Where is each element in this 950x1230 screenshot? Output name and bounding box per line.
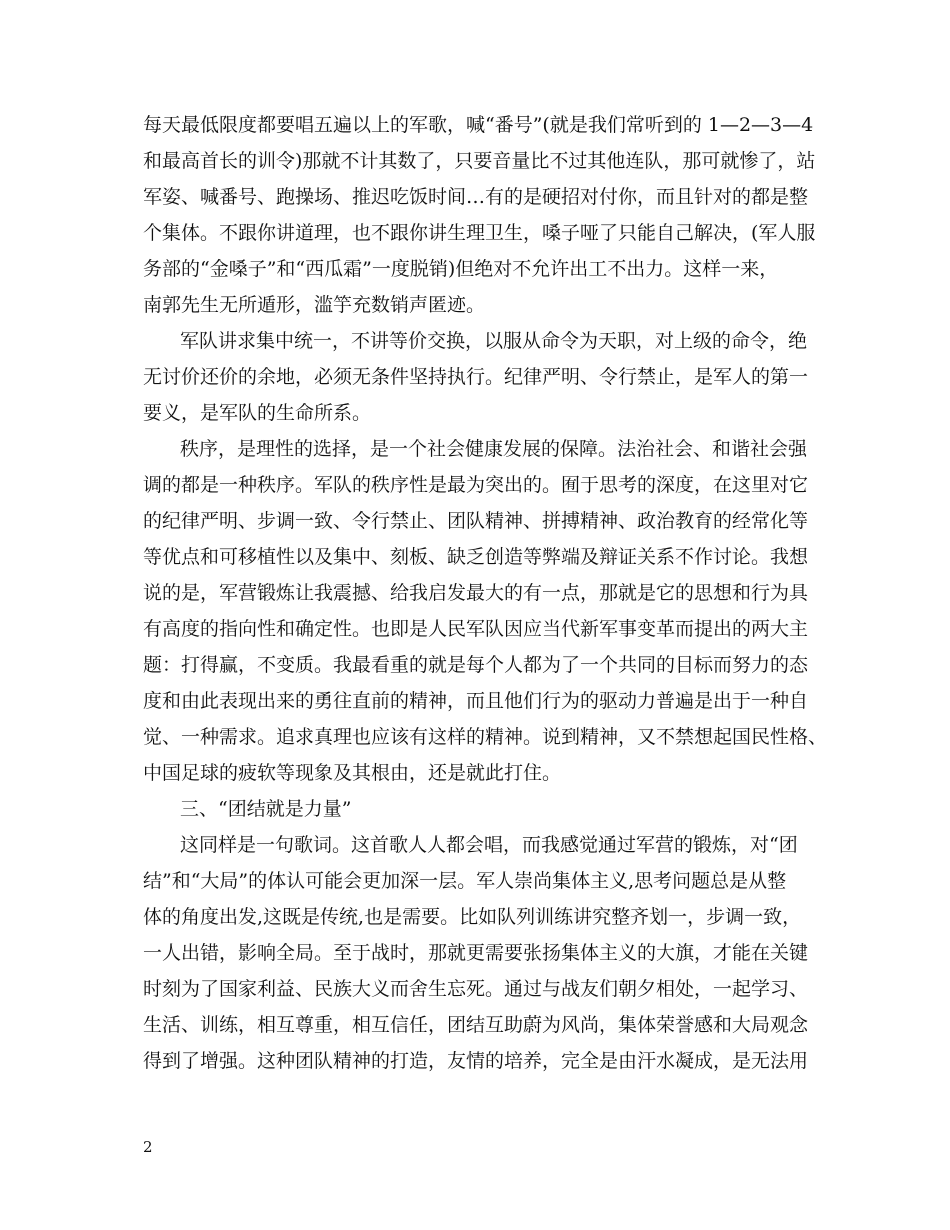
text-line: 的纪律严明、步调一致、令行禁止、团队精神、拼搏精神、政治教育的经常化等: [143, 510, 809, 532]
section-heading: 三、“团结就是力量”: [180, 798, 352, 820]
text-line: 时刻为了国家利益、民族大义而舍生忘死。通过与战友们朝夕相处，一起学习、: [143, 978, 809, 1000]
text-line: 体的角度出发,这既是传统,也是需要。比如队列训练讲究整齐划一，步调一致，: [143, 906, 802, 928]
text-line: 调的都是一种秩序。军队的秩序性是最为突出的。囿于思考的深度，在这里对它: [143, 474, 809, 496]
paragraph-first-line: 军队讲求集中统一，不讲等价交换，以服从命令为天职，对上级的命令，绝: [180, 330, 808, 352]
text-line: 有高度的指向性和确定性。也即是人民军队因应当代新军事变革而提出的两大主: [143, 618, 809, 640]
paragraph-first-line: 这同样是一句歌词。这首歌人人都会唱，而我感觉通过军营的锻炼，对“团: [180, 834, 798, 856]
text-line: 觉、一种需求。追求真理也应该有这样的精神。说到精神，又不禁想起国民性格、: [143, 726, 828, 748]
text-line: 一人出错，影响全局。至于战时，那就更需要张扬集体主义的大旗，才能在关键: [143, 942, 809, 964]
text-line: 军姿、喊番号、跑操场、推迟吃饭时间…有的是硬招对付你，而且针对的都是整: [143, 186, 809, 208]
paragraph-first-line: 秩序，是理性的选择，是一个社会健康发展的保障。法治社会、和谐社会强: [180, 438, 808, 460]
text-line: 结”和“大局”的体认可能会更加深一层。军人崇尚集体主义,思考问题总是从整: [143, 870, 787, 892]
text-line: 无讨价还价的余地，必须无条件坚持执行。纪律严明、令行禁止，是军人的第一: [143, 366, 809, 388]
text-line: 个集体。不跟你讲道理，也不跟你讲生理卫生，嗓子哑了只能自己解决，(军人服: [143, 222, 816, 244]
text-line: 每天最低限度都要唱五遍以上的军歌，喊“番号”(就是我们常听到的 1—2—3—4: [143, 114, 814, 136]
text-line: 说的是，军营锻炼让我震撼、给我启发最大的有一点，那就是它的思想和行为具: [143, 582, 809, 604]
page-number: 2: [143, 1138, 153, 1156]
text-line: 和最高首长的训令)那就不计其数了，只要音量比不过其他连队，那可就惨了，站: [143, 150, 816, 172]
text-line: 生活、训练，相互尊重，相互信任，团结互助蔚为风尚，集体荣誉感和大局观念: [143, 1014, 809, 1036]
text-line: 等优点和可移植性以及集中、刻板、缺乏创造等弊端及辩证关系不作讨论。我想: [143, 546, 809, 568]
text-line: 得到了增强。这种团队精神的打造，友情的培养，完全是由汗水凝成，是无法用: [143, 1050, 809, 1072]
text-line: 题：打得赢，不变质。我最看重的就是每个人都为了一个共同的目标而努力的态: [143, 654, 809, 676]
text-line: 要义，是军队的生命所系。: [143, 402, 372, 424]
text-line: 南郭先生无所遁形，滥竽充数销声匿迹。: [143, 294, 486, 316]
text-line: 度和由此表现出来的勇往直前的精神，而且他们行为的驱动力普遍是出于一种自: [143, 690, 809, 712]
text-line: 务部的“金嗓子”和“西瓜霜”一度脱销)但绝对不允许出工不出力。这样一来，: [143, 258, 779, 280]
text-line: 中国足球的疲软等现象及其根由，还是就此打住。: [143, 762, 562, 784]
